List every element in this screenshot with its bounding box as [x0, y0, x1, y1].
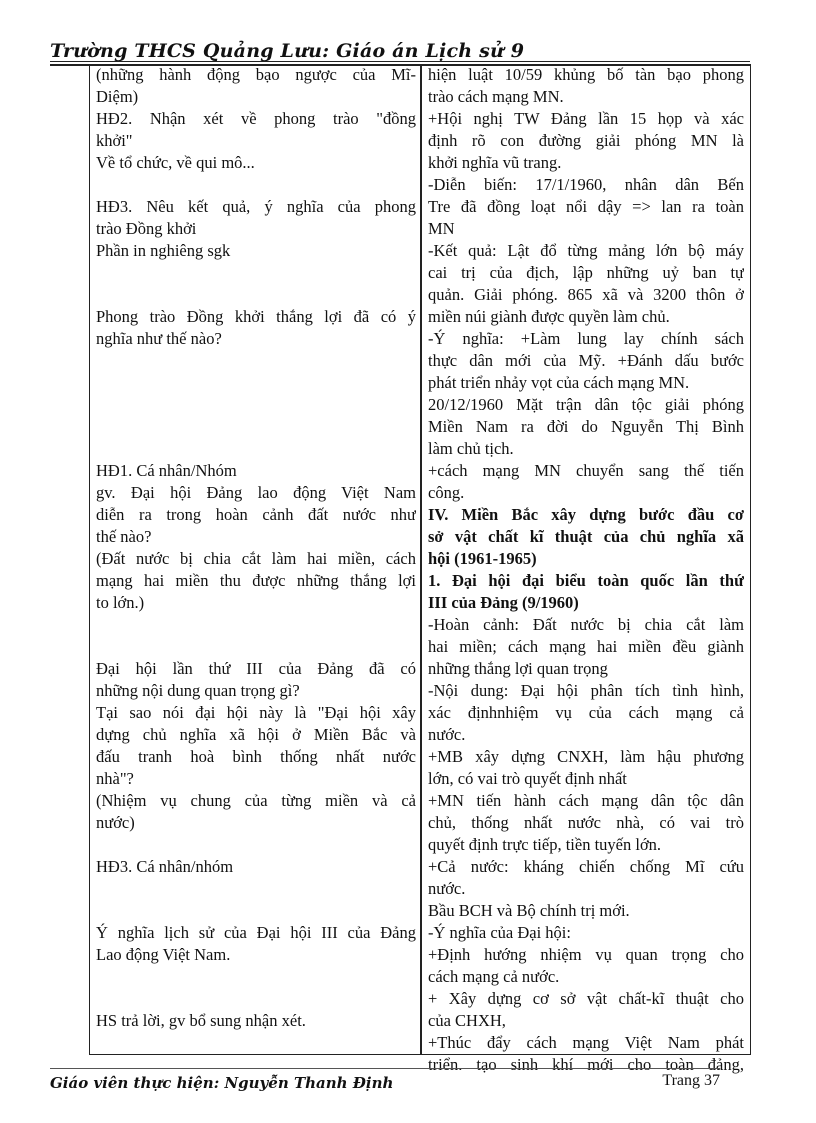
activity-line: Đại hội lần thứ III của Đảng đã có	[96, 659, 416, 678]
content-line: MN	[428, 219, 455, 238]
content-line: khởi nghĩa vũ trang.	[428, 153, 562, 172]
activity-line: HS trả lời, gv bổ sung nhận xét.	[96, 1011, 306, 1030]
content-line: -Kết quả: Lật đổ từng mảng lớn bộ máy	[428, 241, 744, 260]
content-line: chủ, thống nhất nước nhà, có vai trò	[428, 813, 744, 832]
activity-line: HĐ3. Nêu kết quả, ý nghĩa của phong	[96, 197, 416, 216]
content-line: 1. Đại hội đại biểu toàn quốc lần thứ	[428, 571, 744, 590]
content-line: Tre đã đồng loạt nổi dậy => lan ra toàn	[428, 197, 744, 216]
content-line: miền núi giành được quyền làm chủ.	[428, 307, 670, 326]
content-line: xác địnhnhiệm vụ của cách mạng cả	[428, 703, 744, 722]
content-line: + Xây dựng cơ sở vật chất-kĩ thuật cho	[428, 989, 744, 1008]
lesson-table	[89, 64, 751, 1074]
activity-line: nhà"?	[96, 769, 134, 788]
activity-line: trào Đồng khởi	[96, 219, 197, 238]
content-line: phát triển nhảy vọt của cách mạng MN.	[428, 373, 690, 392]
activity-line: Phần in nghiêng sgk	[96, 241, 231, 260]
content-line: lớn, có vai trò quyết định nhất	[428, 769, 627, 788]
content-line: hiện luật 10/59 khủng bố tàn bạo phong	[428, 65, 744, 84]
content-line: -Ý nghĩa của Đại hội:	[428, 923, 571, 942]
activity-line: dựng chủ nghĩa xã hội ở Miền Bắc và	[96, 725, 416, 744]
content-line: quản. Giải phóng. 865 xã và 3200 thôn ở	[428, 285, 744, 304]
content-line: -Diễn biến: 17/1/1960, nhân dân Bến	[428, 175, 744, 194]
content-line: của CHXH,	[428, 1011, 506, 1030]
content-line: +MN tiến hành cách mạng dân tộc dân	[428, 791, 744, 810]
activity-line: Phong trào Đồng khởi thắng lợi đã có ý	[96, 307, 416, 326]
footer-author: Giáo viên thực hiện: Nguyễn Thanh Định	[50, 1074, 394, 1092]
activity-line: Diệm)	[96, 87, 139, 106]
content-line: định rõ con đường giải phóng MN là	[428, 131, 744, 150]
activity-line: (Đất nước bị chia cắt làm hai miền, cách	[96, 549, 416, 568]
activity-line: khởi"	[96, 131, 133, 150]
activity-line: HĐ2. Nhận xét về phong trào "đồng	[96, 109, 416, 128]
activity-line: Ý nghĩa lịch sử của Đại hội III của Đảng	[96, 923, 416, 942]
activity-line: gv. Đại hội Đảng lao động Việt Nam	[96, 483, 416, 502]
activity-line: diễn ra trong hoàn cảnh đất nước như	[96, 505, 416, 524]
content-line: triển. tạo sinh khí mới cho toàn đảng,	[428, 1055, 744, 1074]
content-line: III của Đảng (9/1960)	[428, 593, 579, 612]
activity-line: Về tổ chức, về qui mô...	[96, 153, 255, 172]
content-line: IV. Miền Bắc xây dựng bước đầu cơ	[428, 505, 744, 524]
content-line: cách mạng cả nước.	[428, 967, 560, 986]
header-title: Trường THCS Quảng Lưu: Giáo án Lịch sử 9	[50, 40, 525, 62]
content-line: nước.	[428, 879, 466, 898]
footer-rule	[50, 1068, 720, 1069]
content-line: -Ý nghĩa: +Làm lung lay chính sách	[428, 329, 744, 348]
content-line: +Hội nghị TW Đảng lần 15 họp và xác	[428, 109, 744, 128]
content-line: 20/12/1960 Mặt trận dân tộc giải phóng	[428, 395, 744, 414]
content-line: +Thúc đẩy cách mạng Việt Nam phát	[428, 1033, 744, 1052]
page-header	[50, 40, 750, 64]
activity-line: (những hành động bạo ngược của Mĩ-	[96, 65, 416, 84]
content-line: +cách mạng MN chuyển sang thế tiến	[428, 461, 744, 480]
activity-line: mạng hai miền thu được những thắng lợi	[96, 571, 416, 590]
activity-line: HĐ1. Cá nhân/Nhóm	[96, 461, 237, 480]
activity-line: HĐ3. Cá nhân/nhóm	[96, 857, 234, 876]
activity-line: (Nhiệm vụ chung của từng miền và cả	[96, 791, 416, 810]
content-line: công.	[428, 483, 465, 502]
content-line: Bầu BCH và Bộ chính trị mới.	[428, 901, 630, 920]
content-line: -Hoàn cảnh: Đất nước bị chia cắt làm	[428, 615, 744, 634]
activity-line: Lao động Việt Nam.	[96, 945, 231, 964]
page-footer	[50, 1062, 720, 1102]
activity-line: nước)	[96, 813, 135, 832]
content-line: thực dân mới của Mỹ. +Đánh dấu bước	[428, 351, 744, 370]
activity-line: thế nào?	[96, 527, 152, 546]
content-line: cai trị của địch, lập những uỷ ban tự	[428, 263, 744, 282]
page-number: Trang 37	[662, 1072, 720, 1089]
activity-line: Tại sao nói đại hội này là "Đại hội xây	[96, 703, 416, 722]
header-rule	[50, 61, 750, 62]
content-line: làm chủ tịch.	[428, 439, 514, 458]
content-line: sở vật chất kĩ thuật của chủ nghĩa xã	[428, 527, 744, 546]
content-line: +MB xây dựng CNXH, làm hậu phương	[428, 747, 744, 766]
content-line: quyết định trực tiếp, tiền tuyến lớn.	[428, 835, 662, 854]
content-line: hội (1961-1965)	[428, 549, 537, 568]
content-line: +Cả nước: kháng chiến chống Mĩ cứu	[428, 857, 744, 876]
content-line: trào cách mạng MN.	[428, 87, 564, 106]
activity-line: những nội dung quan trọng gì?	[96, 681, 300, 700]
column-divider	[420, 64, 422, 1054]
content-line: những thắng lợi quan trọng	[428, 659, 608, 678]
content-line: hai miền; cách mạng hai miền đều giành	[428, 637, 744, 656]
activity-line: đấu tranh hoà bình thống nhất nước	[96, 747, 416, 766]
content-line: nước.	[428, 725, 466, 744]
activity-line: nghĩa như thế nào?	[96, 329, 222, 348]
content-line: +Định hướng nhiệm vụ quan trọng cho	[428, 945, 744, 964]
content-line: Miền Nam ra đời do Nguyễn Thị Bình	[428, 417, 744, 436]
content-line: -Nội dung: Đại hội phân tích tình hình,	[428, 681, 744, 700]
activity-line: to lớn.)	[96, 593, 145, 612]
